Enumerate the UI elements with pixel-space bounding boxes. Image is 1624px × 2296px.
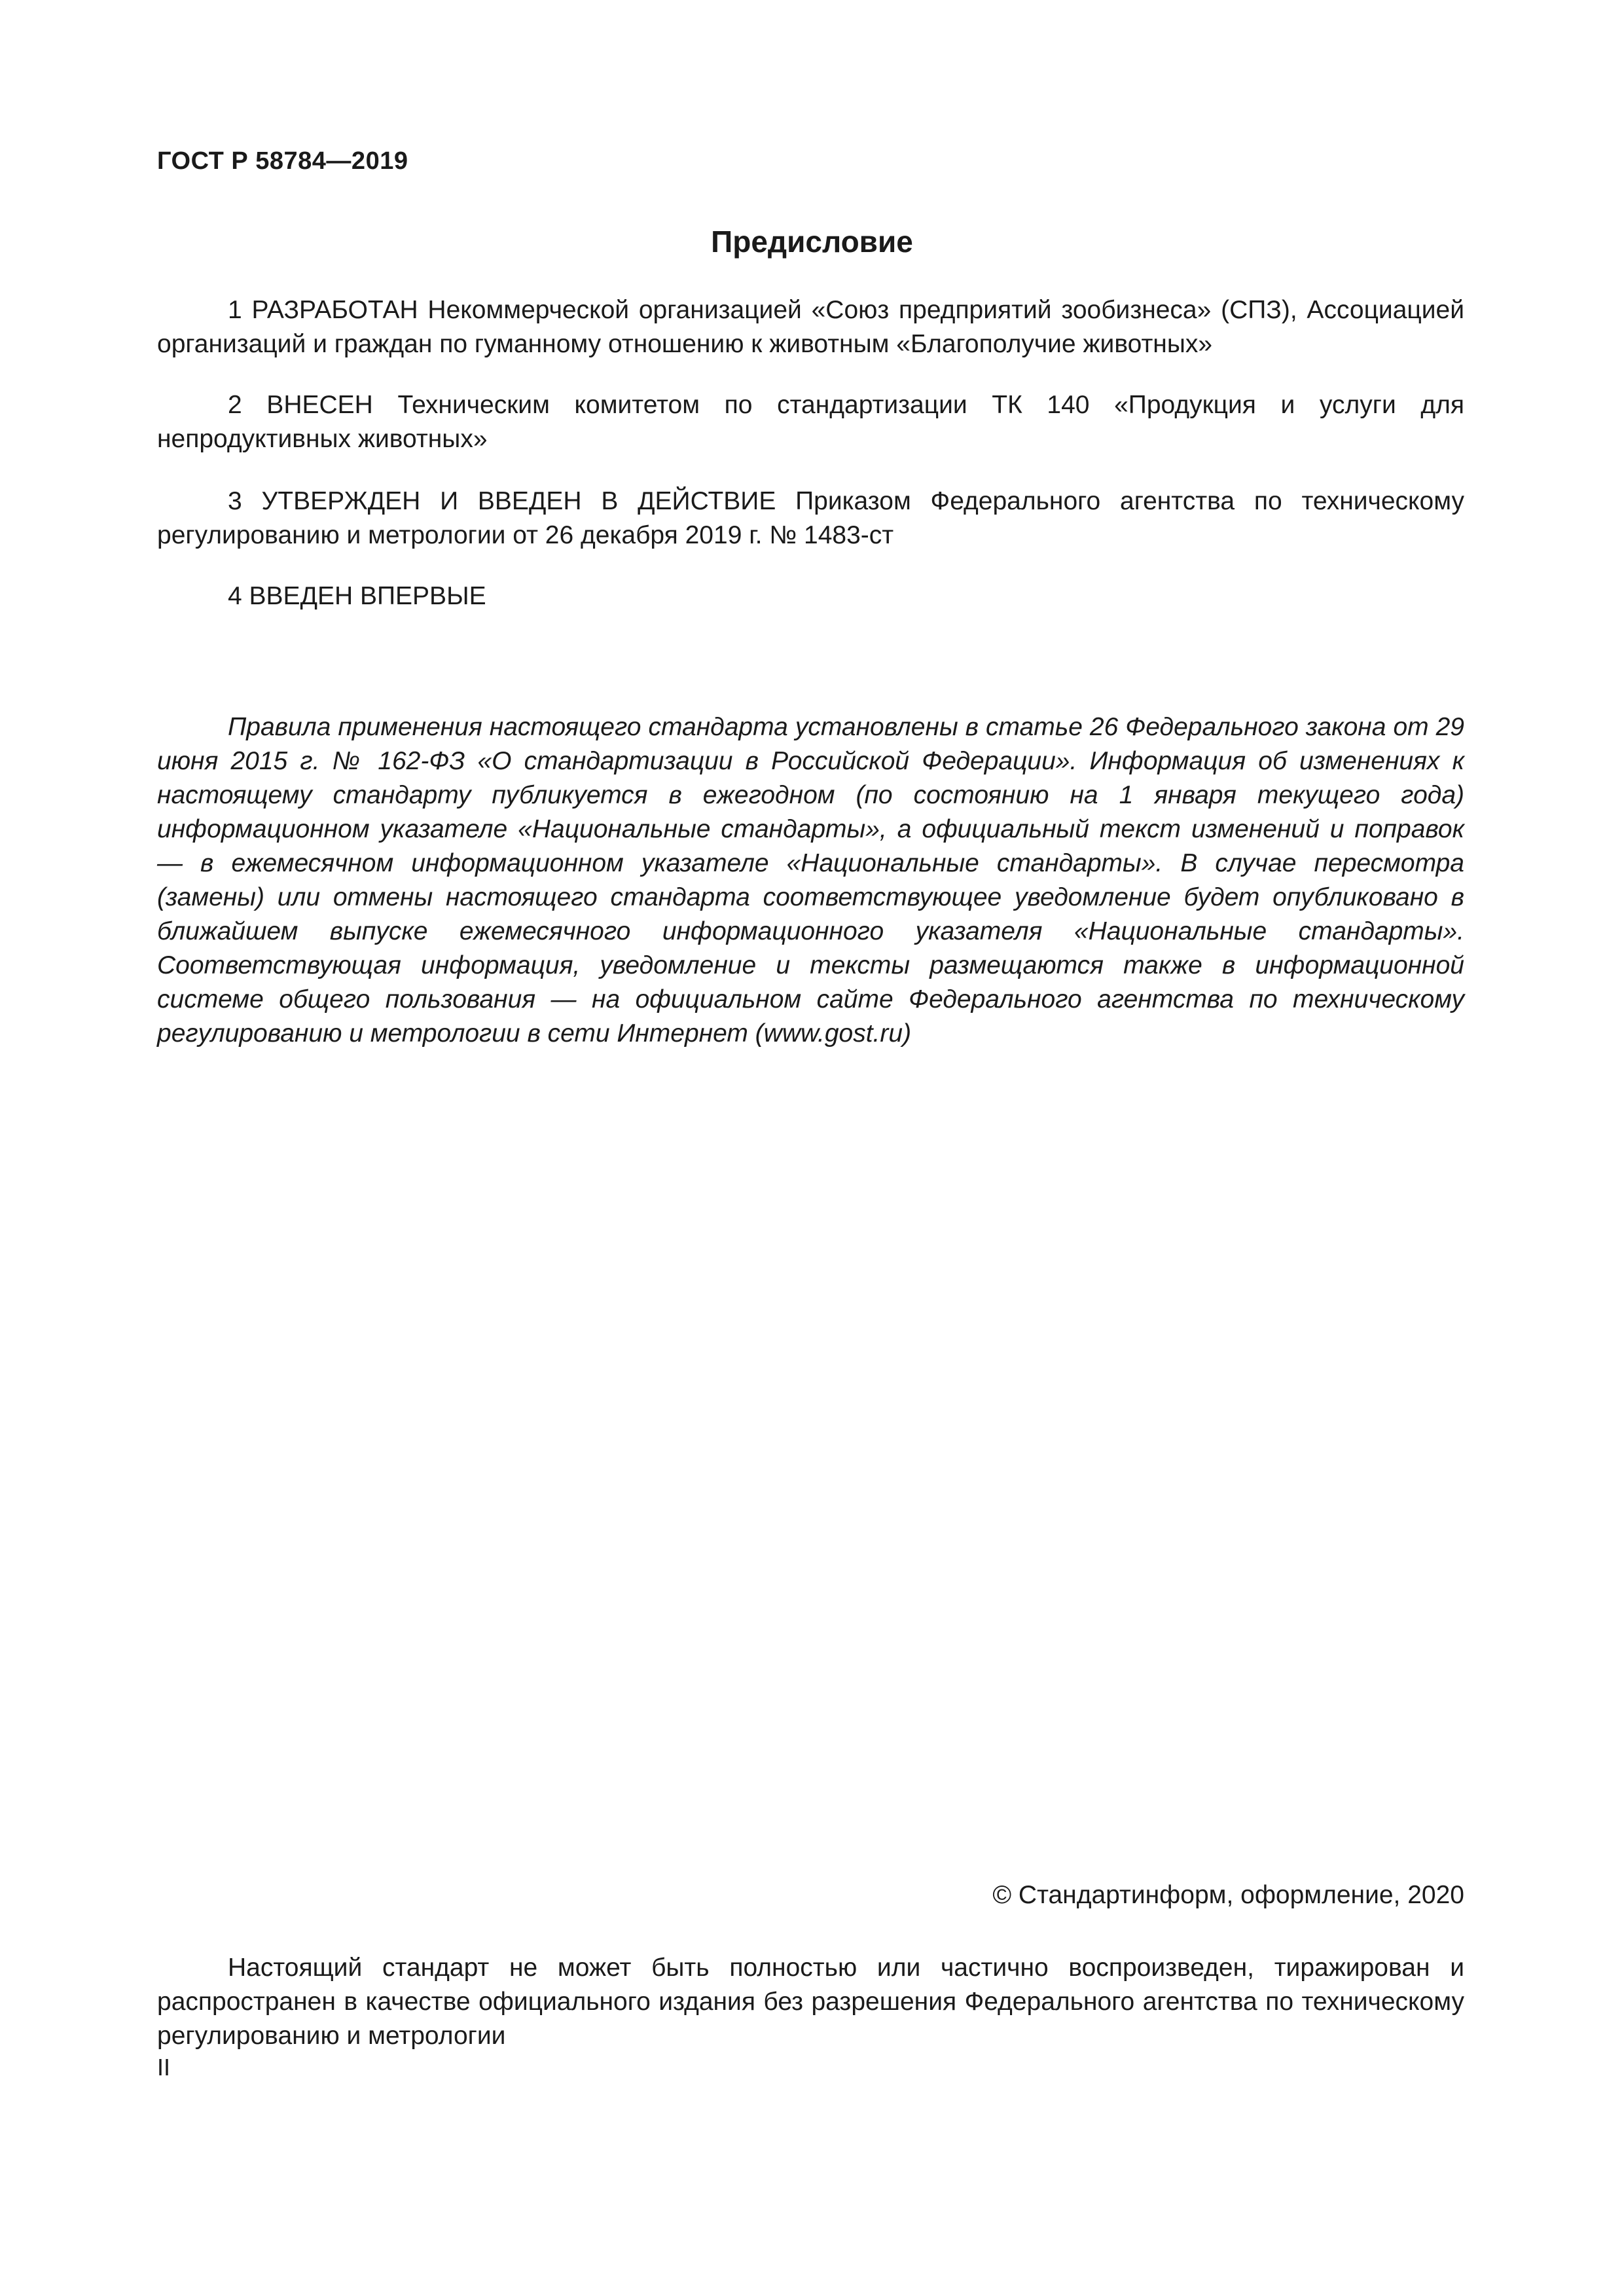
foreword-item-introduced: 2 ВНЕСЕН Техническим комитетом по стандартизации ТК 140 «Продукция и услуги для непродуктивных животных» [157, 391, 1464, 453]
foreword-item-developed: 1 РАЗРАБОТАН Некоммерческой организацией «Союз предприятий зообизнеса» (СПЗ), Ассоциацией организаций и граждан по гуманному отношению к животным «Благополучие животных» [157, 296, 1464, 358]
page-number: II [157, 2054, 171, 2081]
application-rules-note: Правила применения настоящего стандарта установлены в статье 26 Федерального закона от 29 июня 2015 г. № 162-ФЗ «О стандартизации в Российской Федерации». Информация об изменениях к настоящему стандарту публикуется в ежегодном (по состоянию на 1 января текущего года) информационном указателе «Национальные стандарты», а официальный текст изменений и поправок — в ежемесячном информационном указателе «Национальные стандарты». В случае пересмотра (замены) или отмены настоящего стандарта соответствующее уведомление будет опубликовано в ближайшем выпуске ежемесячного информационного указателя «Национальные стандарты». Соответствующая информация, уведомление и тексты размещаются также в информационной системе общего пользования — на официальном сайте Федерального агентства по техническому регулированию и метрологии в сети Интернет (www.gost.ru) [157, 713, 1464, 1048]
page-title: Предисловие [711, 225, 913, 259]
reproduction-rights-notice: Настоящий стандарт не может быть полностью или частично воспроизведен, тиражирован и распространен в качестве официального издания без разрешения Федерального агентства по техническому регулированию и метрологии [157, 1954, 1464, 2050]
foreword-item-approved: 3 УТВЕРЖДЕН И ВВЕДЕН В ДЕЙСТВИЕ Приказом Федерального агентства по техническому регулированию и метрологии от 26 декабря 2019 г. № 1483-ст [157, 487, 1464, 549]
document-code-header: ГОСТ Р 58784—2019 [157, 147, 408, 175]
copyright-line: © Стандартинформ, оформление, 2020 [992, 1881, 1464, 1909]
foreword-item-first-introduced: 4 ВВЕДЕН ВПЕРВЫЕ [228, 582, 486, 610]
